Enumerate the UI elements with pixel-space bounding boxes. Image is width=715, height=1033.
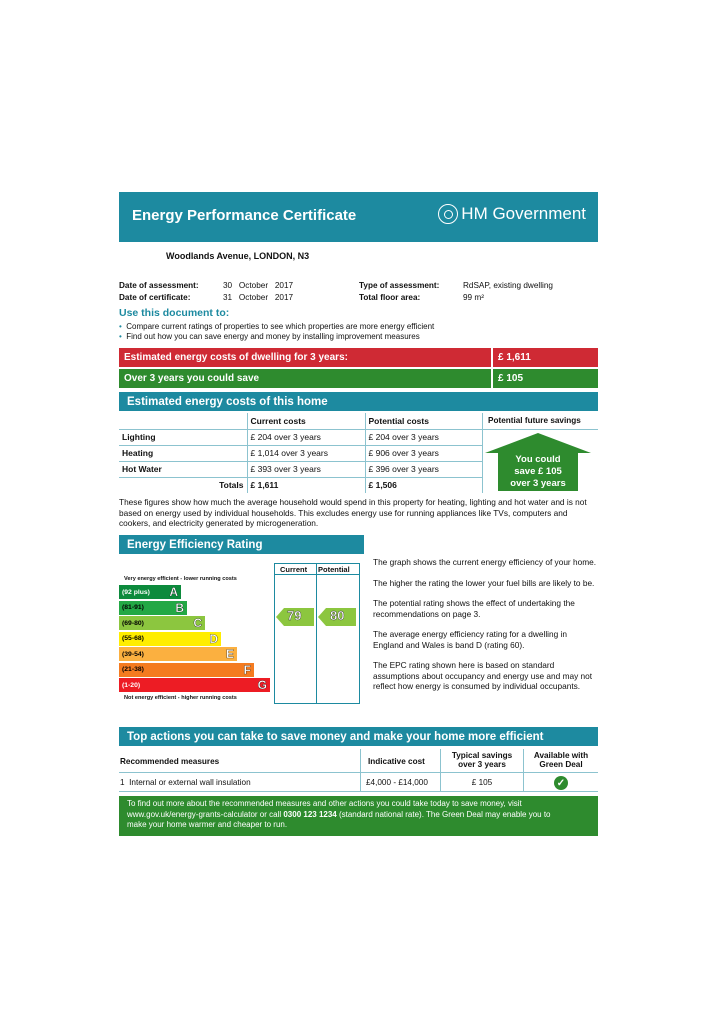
band-letter: F — [243, 662, 251, 677]
col-indicative-cost: Indicative cost — [368, 757, 425, 766]
band-letter: D — [209, 631, 218, 646]
band-letter: G — [257, 678, 267, 692]
date-certificate-label: Date of certificate: — [119, 293, 191, 302]
save-value: £ 105 — [493, 369, 598, 388]
actions-heading: Top actions you can take to save money and make your home more efficient — [119, 727, 598, 746]
table-row: Heating £ 1,014 over 3 years £ 906 over 3 years — [119, 445, 482, 461]
rating-column-divider — [316, 563, 317, 704]
savings-divider — [482, 429, 598, 430]
table-row: Lighting £ 204 over 3 years £ 204 over 3 years — [119, 429, 482, 445]
savings-arrow: You could save £ 105 over 3 years — [485, 433, 591, 491]
actions-divider — [360, 749, 361, 791]
est-costs-bar: Estimated energy costs of dwelling for 3 years: — [119, 348, 491, 367]
rating-band-a — [119, 585, 181, 599]
band-range: (39-54) — [122, 650, 144, 658]
rating-desc: The graph shows the current energy efficiency of your home. The higher the rating the lower your fuel bills are likely to be. The potential rating shows the effect of undertaking the recommendations on page 3. The average energy efficiency rating for a dwelling in England and Wales is band D (rating 60). The EPC rating shown here is based on standard assumptions about occupancy and energy use and may not reflect how energy is consumed by individual occupants. — [373, 557, 597, 691]
band-range: (55-68) — [122, 635, 144, 642]
table-row: 1 Internal or external wall insulation — [120, 778, 251, 787]
arrow-up-icon — [485, 433, 591, 453]
header-banner — [119, 192, 598, 242]
col-future-savings: Potential future savings — [488, 416, 581, 425]
band-letter: A — [169, 585, 178, 599]
hm-government-logo: HM Government — [438, 204, 586, 224]
use-doc-heading: Use this document to: — [119, 307, 230, 319]
check-icon: ✓ — [554, 776, 568, 790]
band-letter: C — [193, 616, 202, 630]
band-letter: E — [225, 647, 234, 661]
band-letter: B — [175, 600, 184, 615]
col-current: Current — [280, 565, 308, 574]
green-deal-footer: To find out more about the recommended measures and other actions you could take today to save money, visit www.gov.uk/energy-grants-calculator or call 0300 123 1234 (standard national rate). The Green Deal may enable you to make your home warmer and cheaper to run. — [119, 796, 598, 836]
page-title: Energy Performance Certificate — [132, 207, 357, 224]
band-range: (21-38) — [122, 666, 144, 673]
col-potential: Potential — [318, 565, 350, 574]
type-assessment-label: Type of assessment: — [359, 281, 440, 290]
band-range: (1-20) — [122, 681, 141, 689]
save-bar: Over 3 years you could save — [119, 369, 491, 388]
measure-savings: £ 105 — [471, 778, 493, 787]
rating-bottom-label: Not energy efficient - higher running costs — [124, 695, 237, 701]
property-address: Woodlands Avenue, LONDON, N3 — [166, 251, 310, 261]
costs-note: These figures show how much the average household would spend in this property for heating, lighting and hot water and is not based on energy used by individual households. This excludes energy use for running appliances like TVs, computers and cookers, and electricity generated by microgeneration. — [119, 497, 587, 528]
col-typical-savings: Typical savings over 3 years — [451, 751, 513, 769]
floor-area-label: Total floor area: — [359, 293, 421, 302]
rating-header-divider — [274, 574, 360, 575]
rating-band-d — [119, 632, 221, 646]
col-potential-costs: Potential costs — [365, 413, 482, 429]
band-range: (92 plus) — [122, 588, 150, 596]
home-costs-heading: Estimated energy costs of this home — [119, 392, 598, 411]
band-range: (69-80) — [122, 619, 144, 627]
date-assessment-value: 30 October 2017 — [223, 281, 294, 290]
col-green-deal: Available with Green Deal — [533, 751, 589, 769]
rating-band-e — [119, 647, 237, 661]
measure-cost: £4,000 - £14,000 — [366, 778, 428, 787]
totals-row: Totals £ 1,611 £ 1,506 — [119, 477, 482, 493]
floor-area-value: 99 m² — [463, 293, 484, 302]
crest-icon — [438, 204, 458, 224]
savings-divider-v — [482, 413, 483, 493]
rating-band-f — [119, 663, 254, 677]
rating-columns-frame — [274, 563, 360, 704]
use-doc-bullet: • Find out how you can save energy and money by installing improvement measures — [119, 332, 420, 341]
table-row: Hot Water £ 393 over 3 years £ 396 over 3 years — [119, 461, 482, 477]
rating-top-label: Very energy efficient - lower running costs — [124, 576, 237, 582]
actions-row-divider — [119, 791, 598, 792]
type-assessment-value: RdSAP, existing dwelling — [463, 281, 553, 290]
rating-band-c — [119, 616, 205, 630]
est-costs-value: £ 1,611 — [493, 348, 598, 367]
current-rating-value: 79 — [287, 608, 302, 623]
col-recommended-measures: Recommended measures — [120, 757, 220, 766]
col-current-costs: Current costs — [247, 413, 365, 429]
band-range: (81-91) — [122, 604, 144, 611]
potential-rating-value: 80 — [330, 608, 345, 623]
costs-table — [119, 413, 482, 493]
use-doc-bullet: • Compare current ratings of properties to see which properties are more energy efficient — [119, 322, 435, 331]
date-certificate-value: 31 October 2017 — [223, 293, 294, 302]
rating-heading: Energy Efficiency Rating — [119, 535, 364, 554]
date-assessment-label: Date of assessment: — [119, 281, 199, 290]
rating-band-g — [119, 678, 270, 692]
rating-band-b — [119, 601, 187, 615]
